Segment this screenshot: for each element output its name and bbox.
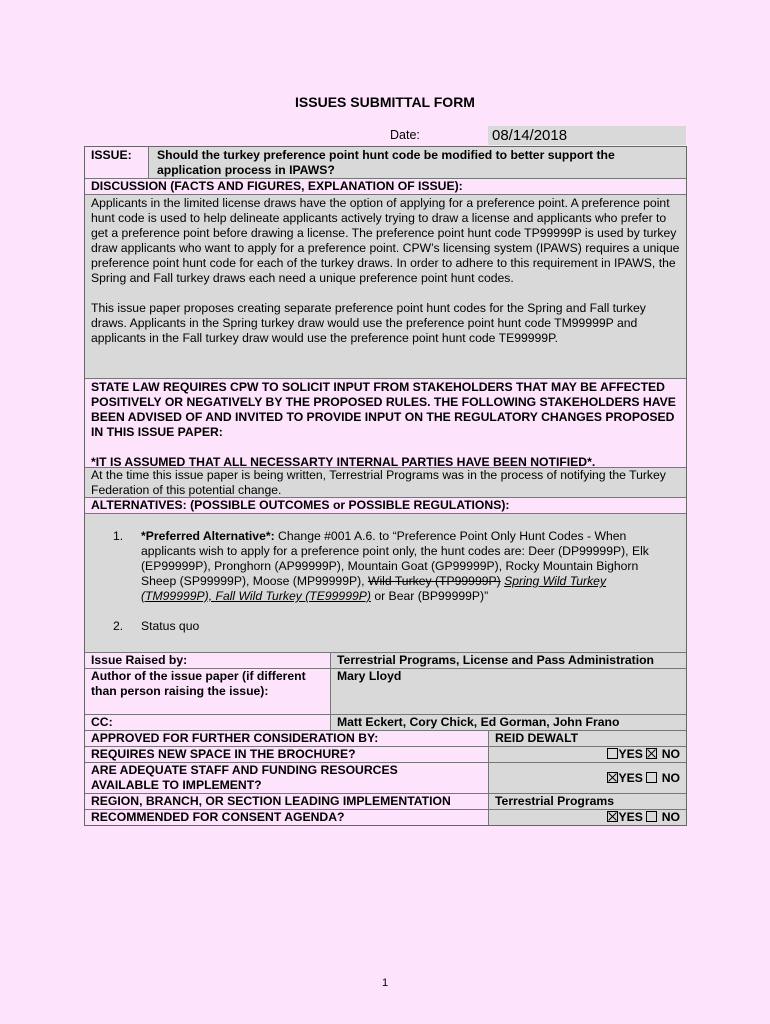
issue-raised-label: Issue Raised by: [85,653,331,668]
alternative-text [141,529,680,604]
brochure-row [85,746,686,762]
brochure-yes-checkbox[interactable] [607,748,618,759]
staff-row [85,762,686,793]
staff-options [489,763,686,793]
issue-form [84,146,687,826]
issue-label: ISSUE: [85,147,149,178]
alternative-item-1 [91,529,680,604]
alternative-number: 2. [113,619,124,633]
alternative-end-text: or Bear (BP99999P)” [370,589,489,603]
issue-raised-field[interactable]: Terrestrial Programs, License and Pass Administration [331,653,686,668]
no-label: NO [661,810,680,824]
state-law-note: *IT IS ASSUMED THAT ALL NECESSARTY INTERNAL PARTIES HAVE BEEN NOTIFIED*. [91,455,596,467]
issue-raised-row [85,652,686,668]
consent-label: RECOMMENDED FOR CONSENT AGENDA? [85,810,489,825]
date-label: Date: [390,128,420,142]
state-law-text: STATE LAW REQUIRES CPW TO SOLICIT INPUT FROM STAKEHOLDERS THAT MAY BE AFFECTED POSITIVELY OR NEGATIVELY BY THE PROPOSED RULES. THE FOLLOWING STAKEHOLDERS HAVE BEEN ADVISED OF AND INVITED TO PROVIDE INPUT ON THE REGULATORY CHANGES PROPOSED IN THIS ISSUE PAPER: [91,380,676,439]
yes-label: YES [618,770,643,785]
alternative-change-text: Change #001 A.6. to “Preference Point Only Hunt Codes - When applicants wish to apply for a preference point only, the hunt codes are: Deer (DP99999P), Elk (EP99999P), Pronghorn (AP99999P), Mountain Goat (GP99999P), Rocky Mountain Bighorn Sheep (SP99999P), Moose (MP99999P), [141,529,649,588]
region-field[interactable]: Terrestrial Programs [489,794,686,809]
discussion-paragraph-2: This issue paper proposes creating separate preference point hunt codes for the Spring and Fall turkey draws. Applicants in the Spring turkey draw would use the preference point hunt code TM99999P and applicants in the Fall turkey draw would use the preference point hunt code TE99999P. [91,301,646,345]
brochure-no-checkbox[interactable] [646,748,657,759]
approved-label: APPROVED FOR FURTHER CONSIDERATION BY: [85,731,489,746]
consent-options [489,810,686,825]
brochure-label: REQUIRES NEW SPACE IN THE BROCHURE? [85,747,489,762]
inserted-text: Spring Wild Turkey (TM99999P), Fall Wild Turkey (TE99999P) [141,574,607,603]
staff-label: ARE ADEQUATE STAFF AND FUNDING RESOURCES AVAILABLE TO IMPLEMENT? [85,763,489,793]
discussion-paragraph-1: Applicants in the limited license draws have the option of applying for a preference point. A preference point hunt code is used to help delineate applicants actively trying to draw a license and applicants who prefer to get a preference point before drawing a license. The preference point hunt code TP99999P is used by turkey draw applicants who want to apply for a preference point. CPW’s licensing system (IPAWS) requires a unique preference point hunt code for each of the turkey draws. In order to adhere to this requirement in IPAWS, the Spring and Fall turkey draws each need a unique preference point hunt codes. [91,196,680,285]
preferred-label: *Preferred Alternative*: [141,529,275,543]
author-row [85,668,686,714]
alternatives-heading: ALTERNATIVES: (POSSIBLE OUTCOMES or POSSIBLE REGULATIONS): [85,497,686,513]
approved-row [85,730,686,746]
author-label: Author of the issue paper (if different than person raising the issue): [85,669,331,714]
approved-field[interactable]: REID DEWALT [489,731,686,746]
no-label: NO [661,747,680,761]
discussion-heading: DISCUSSION (FACTS AND FIGURES, EXPLANATION OF ISSUE): [85,178,686,194]
author-field[interactable]: Mary Lloyd [331,669,686,714]
staff-no-checkbox[interactable] [646,772,657,783]
alternative-item-2 [91,619,680,634]
cc-label: CC: [85,715,331,730]
struck-text: Wild Turkey (TP99999P) [367,574,501,588]
discussion-body[interactable] [85,194,686,378]
page-number: 1 [381,977,389,989]
yes-label: YES [618,810,643,824]
staff-yes-checkbox[interactable] [607,772,618,783]
region-label: REGION, BRANCH, OR SECTION LEADING IMPLEMENTATION [85,794,489,809]
consent-yes-checkbox[interactable] [607,811,618,822]
consent-no-checkbox[interactable] [646,811,657,822]
no-label: NO [661,770,680,785]
alternative-number: 1. [113,529,124,543]
cc-field[interactable]: Matt Eckert, Cory Chick, Ed Gorman, John Frano [331,715,686,730]
brochure-options [489,747,686,762]
alternatives-body[interactable] [85,513,686,652]
consent-row [85,809,686,825]
alternative-text: Status quo [141,619,200,633]
notification-text[interactable]: At the time this issue paper is being written, Terrestrial Programs was in the process of notifying the Turkey Federation of this potential change. [85,467,686,497]
form-title: ISSUES SUBMITTAL FORM [295,94,475,110]
date-field[interactable]: 08/14/2018 [488,126,686,145]
issue-text[interactable]: Should the turkey preference point hunt code be modified to better support the application process in IPAWS? [149,147,686,178]
region-row [85,793,686,809]
state-law-section [85,378,686,467]
issue-row [85,147,686,178]
yes-label: YES [618,747,643,761]
cc-row [85,714,686,730]
